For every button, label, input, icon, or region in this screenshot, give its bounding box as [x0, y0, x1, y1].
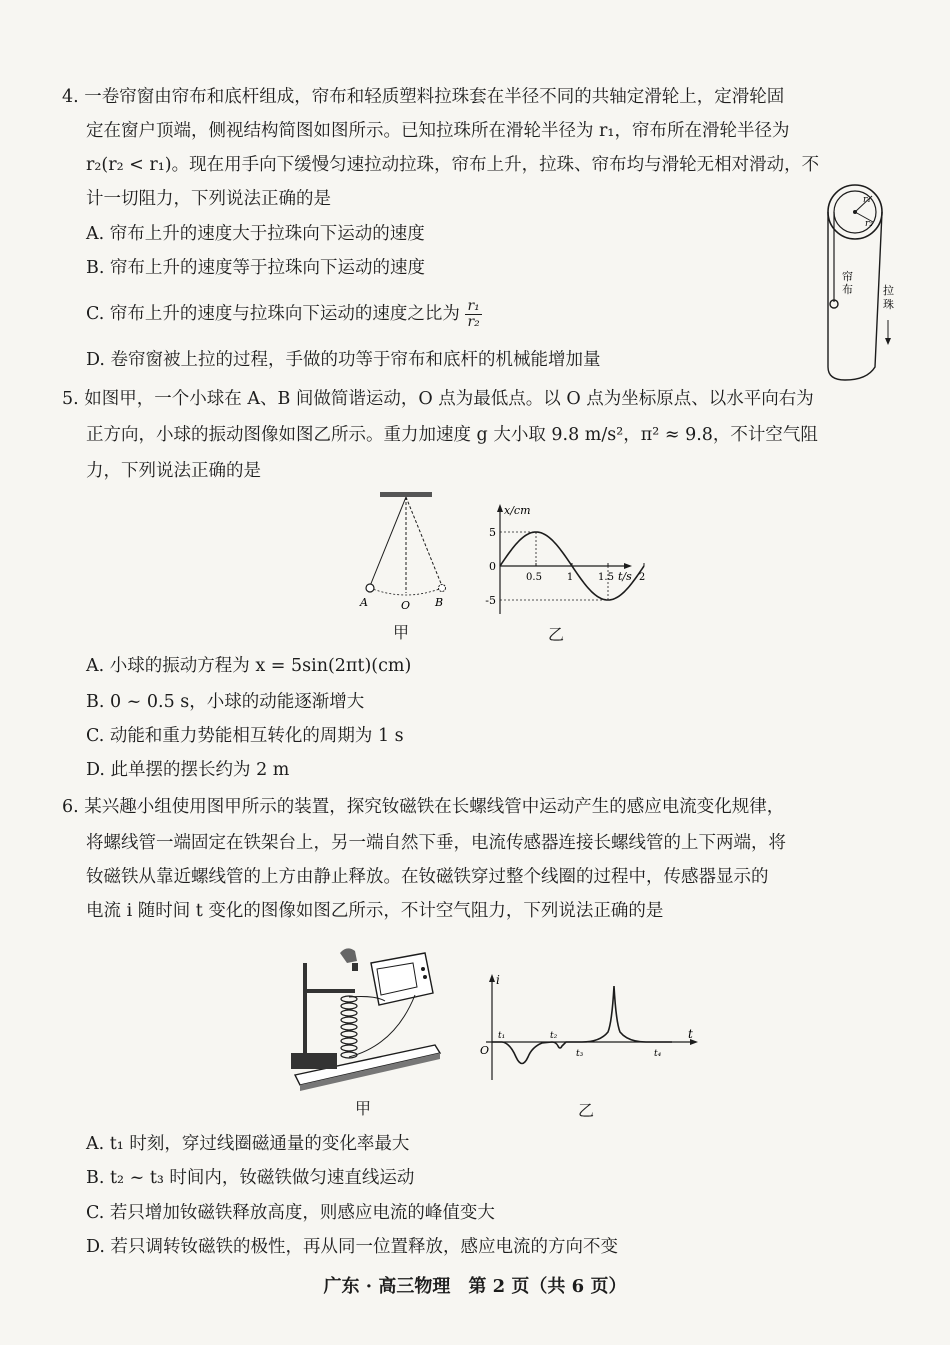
q4-option-d[interactable]: D. 卷帘窗被上拉的过程，手做的功等于帘布和底杆的机械能增加量 — [86, 350, 601, 370]
q4-stem-line2: 定在窗户顶端，侧视结构简图如图所示。已知拉珠所在滑轮半径为 r₁，帘布所在滑轮半径为 — [86, 121, 790, 141]
q5-option-a[interactable]: A. 小球的振动方程为 x = 5sin(2πt)(cm) — [86, 656, 412, 676]
y-tick-label: 0 — [489, 560, 496, 573]
q6-graph-t-label: t — [688, 1027, 693, 1041]
q4-stem-line4: 计一切阻力，下列说法正确的是 — [86, 189, 331, 209]
q6-option-d[interactable]: D. 若只调转钕磁铁的极性，再从同一位置释放，感应电流的方向不变 — [86, 1237, 619, 1257]
q6-stem-line2: 将螺线管一端固定在铁架台上，另一端自然下垂，电流传感器连接长螺线管的上下两端，将 — [86, 833, 786, 853]
q4-option-c[interactable] — [86, 298, 482, 330]
q5-fig-point-o: O — [401, 599, 411, 612]
q6-caption-jia: 甲 — [355, 1099, 372, 1118]
q5-caption-yi: 乙 — [548, 625, 565, 644]
q4-fig-r2: r₂ — [865, 219, 873, 229]
q6-graph-t3: t₃ — [576, 1049, 584, 1059]
q5-stem-line3: 力，下列说法正确的是 — [86, 461, 261, 481]
q4-fig-curtain-label: 帘布 — [842, 270, 853, 296]
q5-fig-point-b: B — [435, 596, 444, 609]
y-axis-arrow — [497, 504, 503, 512]
q4-fig-r1: r₁ — [863, 195, 871, 205]
q6-option-c[interactable]: C. 若只增加钕磁铁释放高度，则感应电流的峰值变大 — [86, 1203, 495, 1223]
q5-stem-line2: 正方向，小球的振动图像如图乙所示。重力加速度 g 大小取 9.8 m/s²，π² ≈ 9.8，不计空气阻 — [86, 425, 818, 445]
q5-xt-graph — [478, 502, 646, 622]
x-tick-label: 0.5 — [526, 572, 542, 583]
q6-stem-line4: 电流 i 随时间 t 变化的图像如图乙所示，不计空气阻力，下列说法正确的是 — [86, 901, 664, 921]
q5-option-d[interactable]: D. 此单摆的摆长约为 2 m — [86, 760, 290, 780]
q5-pendulum-figure — [350, 490, 460, 615]
x-axis-arrow — [624, 563, 632, 569]
q4-option-b[interactable]: B. 帘布上升的速度等于拉珠向下运动的速度 — [86, 258, 425, 278]
q5-stem-line1: 5. 如图甲，一个小球在 A、B 间做简谐运动，O 点为最低点。以 O 点为坐标原点、以水平向右为 — [62, 389, 814, 409]
q4-fig-bead-label: 拉珠 — [883, 284, 894, 311]
q4-stem-line3: r₂(r₂ < r₁)。现在用手向下缓慢匀速拉动拉珠，帘布上升，拉珠、帘布均与滑轮无相对滑动，不 — [86, 155, 820, 175]
q6-stem-line1: 6. 某兴趣小组使用图甲所示的装置，探究钕磁铁在长螺线管中运动产生的感应电流变化规律， — [62, 797, 785, 817]
q4-option-c-fraction — [465, 299, 481, 330]
q4-option-a[interactable]: A. 帘布上升的速度大于拉珠向下运动的速度 — [86, 224, 425, 244]
q6-stem-line3: 钕磁铁从靠近螺线管的上方由静止释放。在钕磁铁穿过整个线圈的过程中，传感器显示的 — [86, 867, 769, 887]
q5-option-b[interactable]: B. 0 ~ 0.5 s，小球的动能逐渐增大 — [86, 692, 365, 712]
y-axis-label: x/cm — [504, 504, 531, 517]
q5-option-c[interactable]: C. 动能和重力势能相互转化的周期为 1 s — [86, 726, 404, 746]
x-tick-label: 1.5 — [598, 572, 614, 583]
q6-apparatus-figure — [285, 935, 445, 1105]
q6-graph-t1: t₁ — [498, 1031, 506, 1041]
q6-option-a[interactable]: A. t₁ 时刻，穿过线圈磁通量的变化率最大 — [86, 1134, 410, 1154]
x-tick-label: 2 — [638, 572, 646, 583]
x-axis-label: t/s — [618, 570, 632, 583]
q6-option-b[interactable]: B. t₂ ~ t₃ 时间内，钕磁铁做匀速直线运动 — [86, 1168, 415, 1188]
q4-pulley-figure — [815, 182, 905, 382]
q6-graph-origin: O — [480, 1044, 490, 1057]
fraction-denominator: r₂ — [467, 314, 480, 330]
q6-graph-i-label: i — [496, 973, 500, 987]
q6-it-graph — [472, 972, 702, 1084]
y-tick-label: -5 — [485, 594, 496, 607]
y-tick-label: 5 — [489, 526, 496, 539]
q6-graph-t2: t₂ — [550, 1031, 558, 1041]
q4-option-c-text: C. 帘布上升的速度与拉珠向下运动的速度之比为 — [86, 304, 460, 324]
q4-stem-line1: 4. 一卷帘窗由帘布和底杆组成，帘布和轻质塑料拉珠套在半径不同的共轴定滑轮上，定滑轮固 — [62, 87, 785, 107]
x-tick-label: 1 — [566, 572, 574, 583]
page-footer: 广东 · 高三物理 第 2 页（共 6 页） — [323, 1276, 627, 1297]
q6-graph-t4: t₄ — [654, 1049, 662, 1059]
q5-fig-point-a: A — [360, 596, 368, 609]
q5-caption-jia: 甲 — [393, 623, 410, 642]
fraction-numerator: r₁ — [467, 298, 480, 314]
q6-caption-yi: 乙 — [578, 1101, 595, 1120]
